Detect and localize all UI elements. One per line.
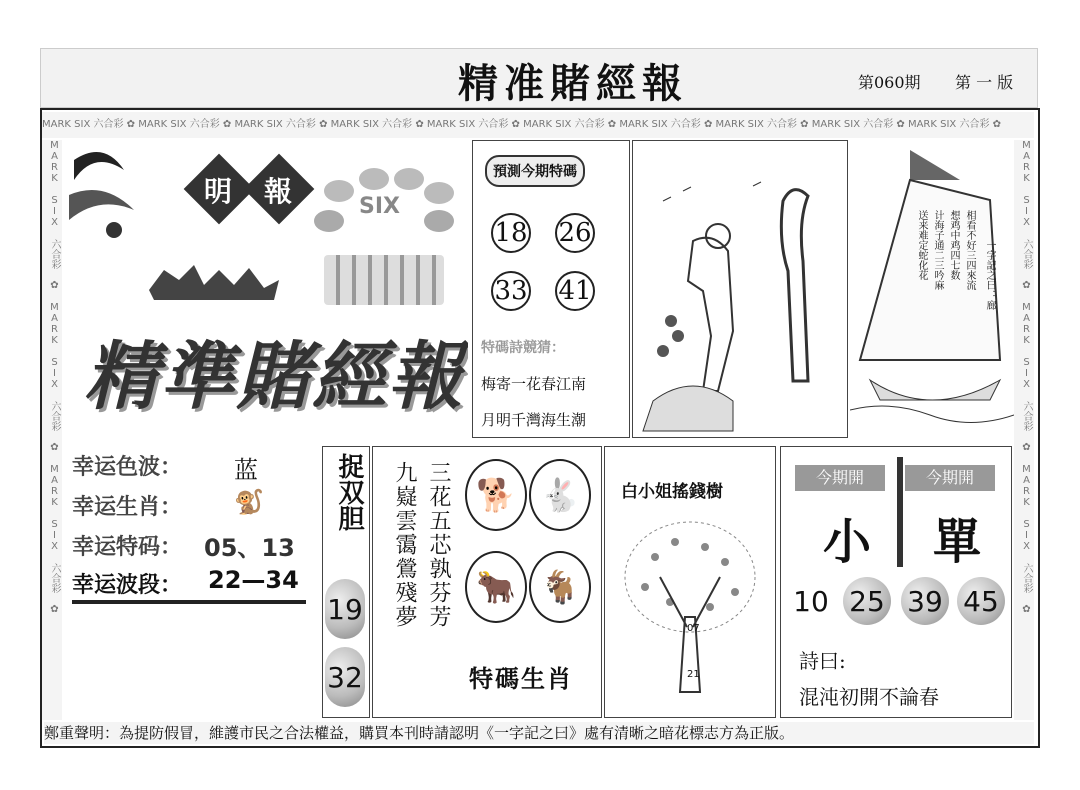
sage-illustration — [632, 140, 848, 438]
ox-icon: 🐂 — [465, 551, 527, 623]
crown-ornament — [324, 255, 444, 305]
open-poem-text: 混沌初開不論春 — [799, 685, 939, 709]
double-title: 捉双胆 — [334, 453, 364, 531]
badge-bao-text: 報 — [264, 175, 293, 208]
lucky-color-label: 幸运色波： — [72, 455, 183, 480]
sail-illustration — [850, 140, 1014, 436]
verse-col-right: 三花五芯孰芬芳 — [426, 461, 451, 629]
double-number: 32 — [325, 647, 365, 707]
open-number: 39 — [901, 577, 949, 625]
tree-label-2: 21 — [687, 669, 700, 680]
wolf-icon: 🐕 — [465, 459, 527, 531]
lucky-band-label: 幸运波段： — [72, 573, 183, 598]
badge-ming-text: 明 — [204, 175, 233, 208]
lucky-band-value: 22—34 — [208, 566, 299, 594]
horses-icon — [144, 250, 284, 310]
tree-panel — [604, 446, 776, 718]
verse-panel — [372, 446, 602, 718]
prediction-number: 41 — [555, 271, 595, 311]
lucky-divider — [72, 600, 306, 604]
sail-verse-4: 送来难定蛇化花 — [916, 210, 927, 280]
lucky-number-label: 幸运特码： — [72, 535, 183, 560]
masthead-big-title: 精準賭經報 — [84, 334, 464, 420]
header-title: 精准賭經報 — [458, 60, 688, 107]
prediction-number: 18 — [491, 213, 531, 253]
lucky-zodiac-label: 幸运生肖： — [72, 495, 183, 520]
left-border-pattern: MARK SIX 六合彩 ✿ MARK SIX 六合彩 ✿ MARK SIX 六合彩 ✿ — [42, 140, 62, 720]
prediction-panel — [472, 140, 630, 438]
poem-line-1: 梅寄一花春江南 — [481, 375, 587, 393]
sail-side-note: 一字記之曰：廊 — [984, 240, 995, 310]
poem-line-2: 月明千灣海生潮 — [481, 411, 587, 429]
open-number: 25 — [843, 577, 891, 625]
right-border-pattern: MARK SIX 六合彩 ✿ MARK SIX 六合彩 ✿ MARK SIX 六合彩 ✿ — [1014, 140, 1034, 720]
prediction-heading: 預測今期特碼 — [485, 155, 585, 187]
open-number: 45 — [957, 577, 1005, 625]
sail-verse-1: 相看不好三四來流 — [964, 210, 975, 290]
tree-title: 白小姐搖錢樹 — [621, 482, 723, 502]
open-left-label: 今期開 — [795, 465, 885, 491]
prediction-number: 26 — [555, 213, 595, 253]
swirl-logo-icon — [64, 140, 144, 240]
open-result-panel — [780, 446, 1012, 718]
double-panel — [322, 446, 370, 718]
double-number: 19 — [325, 579, 365, 639]
open-number: 10 — [793, 584, 829, 618]
open-right-label: 今期開 — [905, 465, 995, 491]
top-border-pattern: MARK SIX 六合彩 ✿ MARK SIX 六合彩 ✿ MARK SIX 六合彩 ✿ MARK SIX 六合彩 ✿ MARK SIX 六合彩 ✿ MARK SIX 六合彩 ✿ MARK SIX 六合彩 ✿ MARK SIX 六合彩 ✿ MARK SIX 六合彩 ✿ MARK SIX 六合彩 ✿ — [42, 112, 1034, 138]
ball-cluster: SIX — [314, 160, 454, 240]
verse-col-left: 九嶷雲霭鶯殘夢 — [392, 461, 417, 629]
lucky-section — [64, 440, 320, 620]
footer-notice: 鄭重聲明：為提防假冒，維護市民之合法權益，購買本刊時請認明《一字記之曰》處有清晰之暗花標志方為正版。 — [44, 722, 1034, 744]
sail-verse-2: 想鸡中鸡四七数 — [948, 210, 959, 280]
open-poem-label: 詩曰: — [799, 649, 846, 673]
lucky-number-value: 05、13 — [204, 534, 295, 562]
lucky-color-value: 蓝 — [234, 456, 258, 484]
prediction-number: 33 — [491, 271, 531, 311]
issue-number: 第060期 — [858, 73, 921, 92]
open-right-value: 單 — [933, 514, 982, 570]
zodiac-caption: 特碼生肖 — [469, 664, 573, 693]
edition-label: 第 一 版 — [955, 73, 1014, 92]
open-divider — [897, 457, 903, 567]
monkey-icon: 🐒 — [234, 488, 264, 516]
goat-icon: 🐐 — [529, 551, 591, 623]
rabbit-icon: 🐇 — [529, 459, 591, 531]
sage-figure-icon — [633, 141, 847, 437]
open-left-value: 小 — [823, 514, 872, 570]
masthead-panel — [64, 140, 468, 436]
sail-verse-3: 计海子通二三吟麻 — [932, 210, 943, 290]
poem-label: 特碼詩競猜： — [481, 340, 565, 356]
tree-label-1: 07 — [687, 623, 700, 634]
